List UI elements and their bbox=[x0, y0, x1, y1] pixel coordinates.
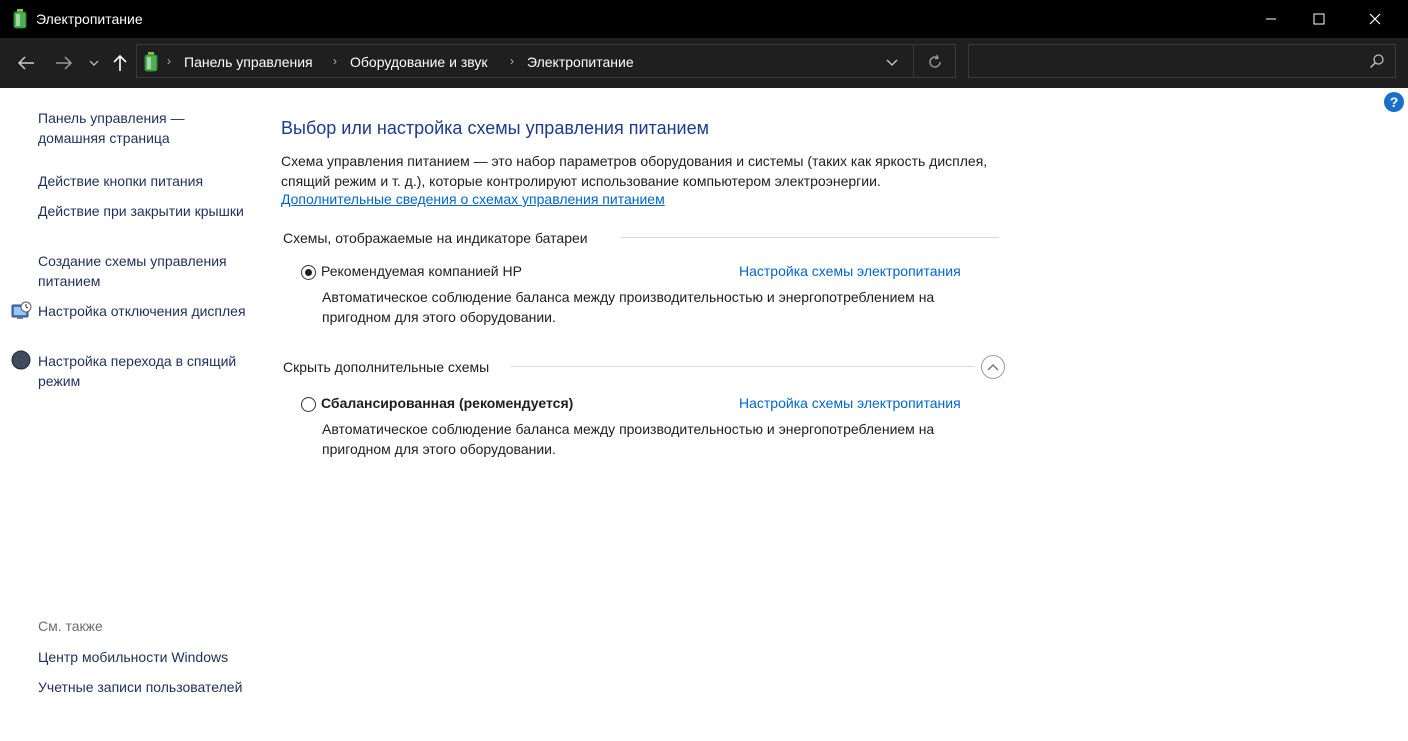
window-title: Электропитание bbox=[36, 11, 143, 27]
breadcrumb-control-panel[interactable]: Панель управления bbox=[184, 54, 313, 70]
sidebar-item-user-accounts[interactable]: Учетные записи пользователей bbox=[38, 679, 243, 695]
maximize-button[interactable] bbox=[1296, 0, 1342, 38]
chevron-down-icon bbox=[89, 60, 99, 66]
see-also-label: См. также bbox=[38, 618, 103, 634]
plan-name-balanced: Сбалансированная (рекомендуется) bbox=[321, 395, 574, 411]
navigation-bar bbox=[0, 38, 1408, 88]
refresh-button[interactable] bbox=[923, 51, 947, 73]
title-bar bbox=[0, 0, 1408, 38]
plan-radio-balanced[interactable] bbox=[301, 397, 316, 412]
close-button[interactable] bbox=[1352, 0, 1398, 38]
page-title: Выбор или настройка схемы управления питанием bbox=[281, 118, 709, 138]
chevron-down-icon bbox=[886, 59, 898, 66]
address-bar[interactable] bbox=[136, 44, 956, 78]
search-icon[interactable] bbox=[1369, 53, 1385, 69]
address-divider bbox=[913, 45, 914, 77]
breadcrumb-separator-icon: › bbox=[333, 54, 337, 68]
sidebar-item-mobility-center[interactable]: Центр мобильности Windows bbox=[38, 649, 229, 665]
sidebar-item-display-off[interactable]: Настройка отключения дисплея bbox=[38, 303, 246, 319]
more-info-link[interactable]: Дополнительные сведения о схемах управления питанием bbox=[281, 191, 665, 207]
hidden-plans-group-label: Скрыть дополнительные схемы bbox=[283, 359, 490, 375]
arrow-up-icon bbox=[113, 54, 127, 72]
power-battery-icon bbox=[143, 52, 159, 72]
plan-settings-link-hp[interactable]: Настройка схемы электропитания bbox=[739, 263, 961, 279]
chevron-up-icon bbox=[987, 363, 999, 371]
breadcrumb-hardware-sound[interactable]: Оборудование и звук bbox=[350, 54, 488, 70]
recent-locations-button[interactable] bbox=[86, 50, 102, 76]
breadcrumb-separator-icon: › bbox=[167, 54, 171, 68]
plan-description-hp: Автоматическое соблюдение баланса между производительностью и энергопотреблением на пригодном для этого оборудовании. bbox=[322, 289, 935, 325]
plan-settings-link-balanced[interactable]: Настройка схемы электропитания bbox=[739, 395, 961, 411]
arrow-right-icon bbox=[55, 56, 73, 70]
up-button[interactable] bbox=[108, 50, 132, 76]
arrow-left-icon bbox=[17, 56, 35, 70]
breadcrumb-power-options[interactable]: Электропитание bbox=[527, 54, 634, 70]
sidebar-item-create-plan[interactable]: Создание схемы управления питанием bbox=[38, 253, 227, 289]
group-divider bbox=[621, 237, 999, 238]
sidebar-item-sleep[interactable]: Настройка перехода в спящий режим bbox=[38, 353, 237, 389]
breadcrumb-separator-icon: › bbox=[510, 54, 514, 68]
plan-name-hp: Рекомендуемая компанией HP bbox=[321, 263, 522, 279]
close-icon bbox=[1369, 13, 1381, 25]
group-divider bbox=[511, 366, 975, 367]
collapse-additional-plans-button[interactable] bbox=[981, 355, 1005, 379]
page-description: Схема управления питанием — это набор параметров оборудования и системы (таких как яркость дисплея, спящий режим и т. д.), которые контролируют использование компьютером электроэнергии. bbox=[281, 153, 988, 189]
battery-plans-group-label: Схемы, отображаемые на индикаторе батареи bbox=[283, 230, 588, 246]
sidebar-item-power-button[interactable]: Действие кнопки питания bbox=[38, 173, 204, 189]
power-battery-icon bbox=[12, 9, 28, 29]
address-history-button[interactable] bbox=[881, 53, 903, 71]
search-input[interactable] bbox=[977, 51, 1357, 71]
maximize-icon bbox=[1313, 13, 1325, 25]
moon-sleep-icon bbox=[10, 349, 32, 371]
search-box[interactable] bbox=[968, 44, 1396, 78]
display-clock-icon bbox=[10, 300, 32, 322]
sidebar bbox=[0, 88, 260, 741]
refresh-icon bbox=[927, 54, 943, 70]
help-button[interactable]: ? bbox=[1384, 92, 1404, 112]
minimize-button[interactable] bbox=[1248, 0, 1294, 38]
sidebar-home-link[interactable]: Панель управления — домашняя страница bbox=[38, 110, 185, 146]
forward-button[interactable] bbox=[50, 50, 78, 76]
minimize-icon bbox=[1265, 13, 1277, 25]
plan-radio-hp[interactable] bbox=[301, 265, 316, 280]
back-button[interactable] bbox=[12, 50, 40, 76]
sidebar-item-lid-close[interactable]: Действие при закрытии крышки bbox=[38, 203, 244, 219]
plan-description-balanced: Автоматическое соблюдение баланса между производительностью и энергопотреблением на пригодном для этого оборудовании. bbox=[322, 421, 935, 457]
